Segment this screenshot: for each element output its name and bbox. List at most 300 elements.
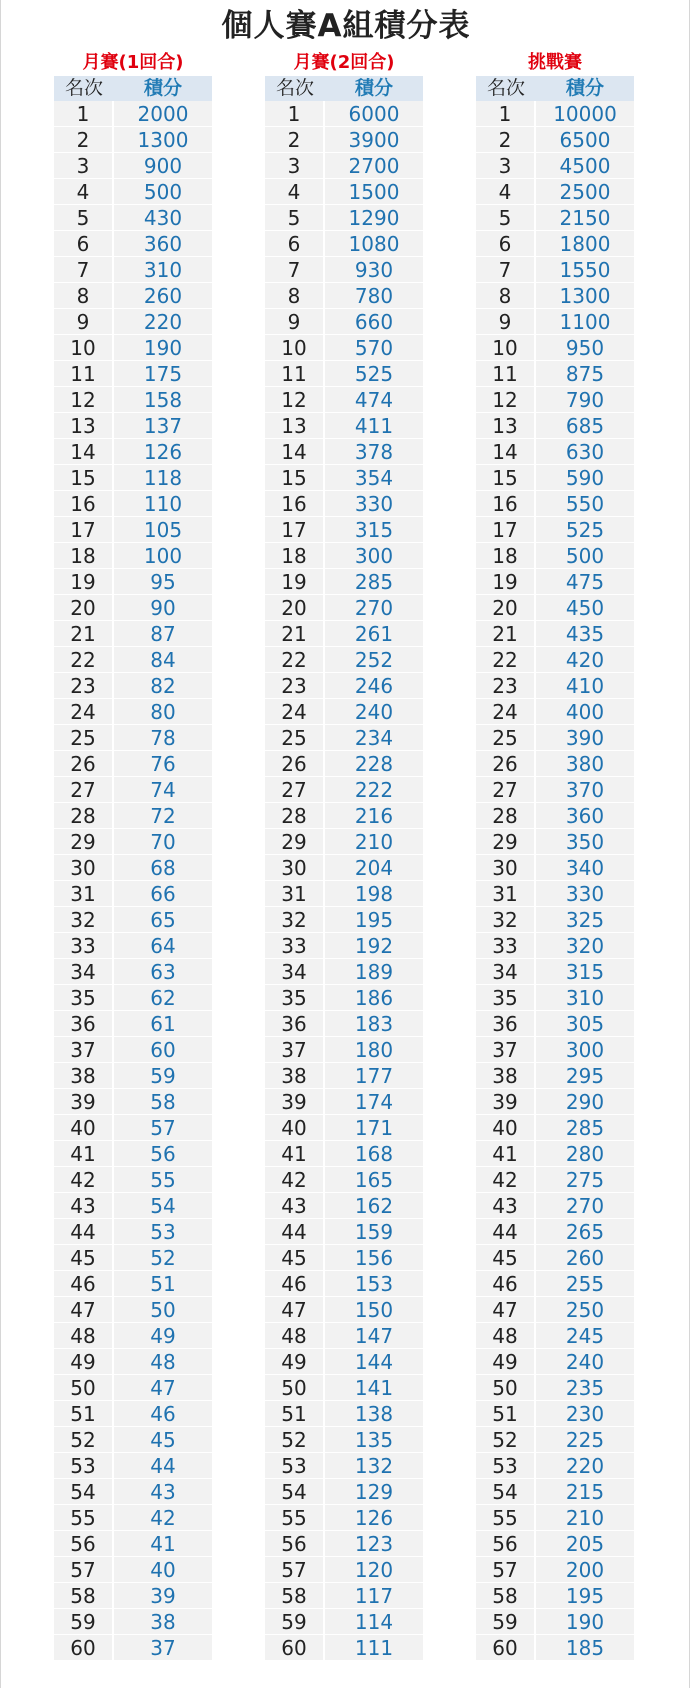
- points-cell: 100: [143, 544, 183, 568]
- points-cell: 330: [565, 882, 605, 906]
- table-row: [476, 309, 634, 335]
- rank-cell: 22: [54, 647, 114, 672]
- points-cell: 123: [354, 1532, 394, 1556]
- rank-cell: 15: [265, 465, 325, 490]
- table-row: [265, 881, 423, 907]
- points-cell: 350: [565, 830, 605, 854]
- points-cell: 234: [354, 726, 394, 750]
- table-row: [265, 439, 423, 465]
- points-cell: 174: [354, 1090, 394, 1114]
- points-cell: 171: [354, 1116, 394, 1140]
- rank-cell: 59: [265, 1609, 325, 1634]
- rank-cell: 21: [54, 621, 114, 646]
- table-row: [476, 907, 634, 933]
- table-row: [54, 1193, 212, 1219]
- rank-cell: 42: [265, 1167, 325, 1192]
- points-cell: 192: [354, 934, 394, 958]
- table-row: [54, 1011, 212, 1037]
- rank-cell: 10: [476, 335, 536, 360]
- rank-cell: 41: [265, 1141, 325, 1166]
- points-cell: 111: [354, 1636, 394, 1660]
- rank-cell: 20: [265, 595, 325, 620]
- rank-cell: 1: [476, 101, 536, 126]
- points-cell: 285: [354, 570, 394, 594]
- rank-cell: 40: [476, 1115, 536, 1140]
- rank-cell: 48: [265, 1323, 325, 1348]
- rank-cell: 49: [54, 1349, 114, 1374]
- points-cell: 411: [354, 414, 394, 438]
- points-cell: 270: [565, 1194, 605, 1218]
- rank-cell: 35: [265, 985, 325, 1010]
- rank-cell: 9: [54, 309, 114, 334]
- points-cell: 144: [354, 1350, 394, 1374]
- points-cell: 120: [354, 1558, 394, 1582]
- table-row: [265, 361, 423, 387]
- table-caption: 挑戰賽: [528, 52, 582, 73]
- points-cell: 1300: [137, 128, 189, 152]
- rank-cell: 30: [54, 855, 114, 880]
- rank-cell: 8: [476, 283, 536, 308]
- table-row: [265, 647, 423, 673]
- table-row: [265, 829, 423, 855]
- points-cell: 315: [354, 518, 394, 542]
- table-body: [54, 101, 212, 1661]
- points-cell: 230: [565, 1402, 605, 1426]
- rank-cell: 5: [54, 205, 114, 230]
- rank-cell: 22: [265, 647, 325, 672]
- rank-cell: 23: [54, 673, 114, 698]
- rank-cell: 18: [265, 543, 325, 568]
- points-cell: 930: [354, 258, 394, 282]
- table-row: [476, 1401, 634, 1427]
- table-row: [476, 1349, 634, 1375]
- table-row: [265, 933, 423, 959]
- table-row: [265, 1167, 423, 1193]
- points-cell: 310: [565, 986, 605, 1010]
- table-row: [54, 1401, 212, 1427]
- table-row: [54, 127, 212, 153]
- points-cell: 435: [565, 622, 605, 646]
- points-cell: 168: [354, 1142, 394, 1166]
- table-row: [54, 985, 212, 1011]
- rank-cell: 9: [476, 309, 536, 334]
- table-row: [476, 1245, 634, 1271]
- table-row: [265, 1245, 423, 1271]
- table-header: [265, 76, 423, 101]
- table-row: [54, 1297, 212, 1323]
- table-row: [476, 413, 634, 439]
- table-row: [476, 257, 634, 283]
- rank-cell: 25: [54, 725, 114, 750]
- points-cell: 430: [143, 206, 183, 230]
- header-points: 積分: [143, 77, 182, 99]
- points-cell: 240: [565, 1350, 605, 1374]
- table-row: [54, 1375, 212, 1401]
- rank-cell: 2: [54, 127, 114, 152]
- points-cell: 875: [565, 362, 605, 386]
- table-row: [265, 1401, 423, 1427]
- table-row: [476, 725, 634, 751]
- points-cell: 82: [150, 674, 176, 698]
- points-cell: 37: [150, 1636, 176, 1660]
- rank-cell: 33: [476, 933, 536, 958]
- rank-cell: 57: [476, 1557, 536, 1582]
- points-cell: 780: [354, 284, 394, 308]
- table-row: [54, 569, 212, 595]
- points-cell: 1300: [559, 284, 611, 308]
- rank-cell: 6: [476, 231, 536, 256]
- points-cell: 500: [565, 544, 605, 568]
- points-cell: 40: [150, 1558, 176, 1582]
- rank-cell: 55: [265, 1505, 325, 1530]
- rank-cell: 30: [265, 855, 325, 880]
- points-cell: 57: [150, 1116, 176, 1140]
- table-row: [54, 1271, 212, 1297]
- table-row: [265, 751, 423, 777]
- points-cell: 114: [354, 1610, 394, 1634]
- table-row: [476, 1167, 634, 1193]
- table-row: [54, 1635, 212, 1661]
- table-row: [476, 1557, 634, 1583]
- table-caption: 月賽(1回合): [82, 52, 184, 73]
- points-cell: 47: [150, 1376, 176, 1400]
- table-row: [476, 1635, 634, 1661]
- rank-cell: 22: [476, 647, 536, 672]
- points-cell: 370: [565, 778, 605, 802]
- table-row: [476, 855, 634, 881]
- table-row: [476, 101, 634, 127]
- table-row: [54, 491, 212, 517]
- points-cell: 117: [354, 1584, 394, 1608]
- points-cell: 41: [150, 1532, 176, 1556]
- table-row: [476, 387, 634, 413]
- table-row: [265, 699, 423, 725]
- points-cell: 72: [150, 804, 176, 828]
- table-row: [476, 1141, 634, 1167]
- rank-cell: 60: [476, 1635, 536, 1660]
- table-row: [476, 205, 634, 231]
- points-cell: 378: [354, 440, 394, 464]
- table-row: [476, 1271, 634, 1297]
- rank-cell: 35: [476, 985, 536, 1010]
- points-cell: 590: [565, 466, 605, 490]
- rank-cell: 4: [54, 179, 114, 204]
- table-row: [265, 1011, 423, 1037]
- rank-cell: 2: [265, 127, 325, 152]
- points-cell: 158: [143, 388, 183, 412]
- rank-cell: 16: [54, 491, 114, 516]
- table-row: [265, 413, 423, 439]
- points-cell: 10000: [553, 102, 617, 126]
- table-row: [476, 1609, 634, 1635]
- points-cell: 175: [143, 362, 183, 386]
- rank-cell: 32: [265, 907, 325, 932]
- table-row: [476, 1011, 634, 1037]
- points-cell: 110: [143, 492, 183, 516]
- points-cell: 138: [354, 1402, 394, 1426]
- points-cell: 225: [565, 1428, 605, 1452]
- points-cell: 87: [150, 622, 176, 646]
- rank-cell: 34: [54, 959, 114, 984]
- table-row: [54, 621, 212, 647]
- rank-cell: 14: [476, 439, 536, 464]
- rank-cell: 50: [476, 1375, 536, 1400]
- points-cell: 950: [565, 336, 605, 360]
- points-cell: 340: [565, 856, 605, 880]
- table-row: [265, 1349, 423, 1375]
- table-row: [54, 1141, 212, 1167]
- table-row: [265, 621, 423, 647]
- points-table-challenge: [476, 50, 634, 1661]
- points-cell: 265: [565, 1220, 605, 1244]
- table-row: [265, 985, 423, 1011]
- rank-cell: 5: [476, 205, 536, 230]
- table-row: [54, 1505, 212, 1531]
- table-row: [265, 1323, 423, 1349]
- points-cell: 410: [565, 674, 605, 698]
- rank-cell: 4: [476, 179, 536, 204]
- table-row: [476, 439, 634, 465]
- rank-cell: 48: [476, 1323, 536, 1348]
- points-cell: 38: [150, 1610, 176, 1634]
- rank-cell: 41: [476, 1141, 536, 1166]
- table-row: [476, 1505, 634, 1531]
- rank-cell: 6: [54, 231, 114, 256]
- points-cell: 685: [565, 414, 605, 438]
- points-cell: 261: [354, 622, 394, 646]
- rank-cell: 26: [54, 751, 114, 776]
- table-row: [54, 413, 212, 439]
- table-row: [54, 231, 212, 257]
- table-row: [54, 595, 212, 621]
- rank-cell: 33: [54, 933, 114, 958]
- rank-cell: 6: [265, 231, 325, 256]
- points-cell: 198: [354, 882, 394, 906]
- table-row: [476, 1115, 634, 1141]
- table-row: [265, 1557, 423, 1583]
- table-row: [476, 1583, 634, 1609]
- points-cell: 420: [565, 648, 605, 672]
- points-cell: 44: [150, 1454, 176, 1478]
- rank-cell: 13: [476, 413, 536, 438]
- rank-cell: 39: [476, 1089, 536, 1114]
- points-cell: 153: [354, 1272, 394, 1296]
- points-cell: 63: [150, 960, 176, 984]
- page-title: 個人賽A組積分表: [221, 8, 471, 44]
- table-row: [54, 1323, 212, 1349]
- rank-cell: 18: [476, 543, 536, 568]
- table-row: [476, 491, 634, 517]
- points-cell: 310: [143, 258, 183, 282]
- table-row: [476, 1323, 634, 1349]
- rank-cell: 57: [265, 1557, 325, 1582]
- table-row: [265, 231, 423, 257]
- points-cell: 320: [565, 934, 605, 958]
- points-cell: 135: [354, 1428, 394, 1452]
- rank-cell: 15: [476, 465, 536, 490]
- table-row: [476, 829, 634, 855]
- table-row: [476, 543, 634, 569]
- points-cell: 305: [565, 1012, 605, 1036]
- rank-cell: 47: [265, 1297, 325, 1322]
- rank-cell: 36: [265, 1011, 325, 1036]
- rank-cell: 14: [54, 439, 114, 464]
- points-cell: 228: [354, 752, 394, 776]
- rank-cell: 54: [476, 1479, 536, 1504]
- points-cell: 59: [150, 1064, 176, 1088]
- table-row: [54, 1037, 212, 1063]
- table-row: [265, 153, 423, 179]
- table-row: [265, 1089, 423, 1115]
- table-row: [54, 179, 212, 205]
- points-cell: 62: [150, 986, 176, 1010]
- table-row: [54, 1609, 212, 1635]
- header-rank: 名次: [275, 77, 314, 99]
- rank-cell: 27: [54, 777, 114, 802]
- table-row: [265, 491, 423, 517]
- points-cell: 137: [143, 414, 183, 438]
- table-row: [265, 1063, 423, 1089]
- points-cell: 64: [150, 934, 176, 958]
- table-row: [476, 335, 634, 361]
- rank-cell: 47: [54, 1297, 114, 1322]
- points-cell: 159: [354, 1220, 394, 1244]
- rank-cell: 29: [265, 829, 325, 854]
- table-row: [476, 1037, 634, 1063]
- points-cell: 66: [150, 882, 176, 906]
- table-row: [54, 1479, 212, 1505]
- points-cell: 290: [565, 1090, 605, 1114]
- table-row: [476, 699, 634, 725]
- rank-cell: 10: [54, 335, 114, 360]
- rank-cell: 24: [265, 699, 325, 724]
- table-row: [54, 855, 212, 881]
- table-row: [476, 231, 634, 257]
- table-row: [265, 1219, 423, 1245]
- table-body: [476, 101, 634, 1661]
- points-cell: 215: [565, 1480, 605, 1504]
- table-row: [265, 1505, 423, 1531]
- rank-cell: 35: [54, 985, 114, 1010]
- points-cell: 255: [565, 1272, 605, 1296]
- rank-cell: 39: [265, 1089, 325, 1114]
- points-cell: 190: [143, 336, 183, 360]
- table-row: [265, 803, 423, 829]
- rank-cell: 59: [476, 1609, 536, 1634]
- table-row: [476, 1531, 634, 1557]
- points-cell: 570: [354, 336, 394, 360]
- rank-cell: 56: [476, 1531, 536, 1556]
- rank-cell: 31: [54, 881, 114, 906]
- rank-cell: 55: [476, 1505, 536, 1530]
- table-row: [476, 933, 634, 959]
- table-row: [54, 777, 212, 803]
- rank-cell: 46: [54, 1271, 114, 1296]
- points-cell: 141: [354, 1376, 394, 1400]
- table-row: [476, 751, 634, 777]
- rank-cell: 31: [265, 881, 325, 906]
- rank-cell: 43: [54, 1193, 114, 1218]
- points-cell: 260: [143, 284, 183, 308]
- rank-cell: 8: [265, 283, 325, 308]
- table-row: [265, 1635, 423, 1661]
- header-rank: 名次: [64, 77, 103, 99]
- rank-cell: 56: [54, 1531, 114, 1556]
- rank-cell: 30: [476, 855, 536, 880]
- rank-cell: 3: [265, 153, 325, 178]
- points-cell: 2500: [559, 180, 611, 204]
- rank-cell: 39: [54, 1089, 114, 1114]
- rank-cell: 38: [54, 1063, 114, 1088]
- table-row: [476, 621, 634, 647]
- table-row: [265, 1297, 423, 1323]
- rank-cell: 28: [265, 803, 325, 828]
- table-row: [265, 725, 423, 751]
- rank-cell: 60: [54, 1635, 114, 1660]
- points-cell: 222: [354, 778, 394, 802]
- table-row: [265, 1427, 423, 1453]
- rank-cell: 2: [476, 127, 536, 152]
- points-cell: 245: [565, 1324, 605, 1348]
- points-cell: 315: [565, 960, 605, 984]
- points-cell: 295: [565, 1064, 605, 1088]
- header-points: 積分: [354, 77, 393, 99]
- rank-cell: 19: [54, 569, 114, 594]
- points-cell: 53: [150, 1220, 176, 1244]
- points-cell: 250: [565, 1298, 605, 1322]
- rank-cell: 12: [54, 387, 114, 412]
- table-row: [54, 1427, 212, 1453]
- points-cell: 325: [565, 908, 605, 932]
- rank-cell: 16: [265, 491, 325, 516]
- rank-cell: 53: [476, 1453, 536, 1478]
- table-row: [54, 1219, 212, 1245]
- rank-cell: 24: [476, 699, 536, 724]
- rank-cell: 53: [265, 1453, 325, 1478]
- rank-cell: 32: [54, 907, 114, 932]
- rank-cell: 40: [54, 1115, 114, 1140]
- table-row: [265, 1609, 423, 1635]
- rank-cell: 1: [265, 101, 325, 126]
- points-cell: 500: [143, 180, 183, 204]
- rank-cell: 58: [476, 1583, 536, 1608]
- rank-cell: 34: [265, 959, 325, 984]
- table-row: [54, 387, 212, 413]
- rank-cell: 11: [476, 361, 536, 386]
- points-cell: 177: [354, 1064, 394, 1088]
- points-cell: 1500: [348, 180, 400, 204]
- table-row: [265, 1583, 423, 1609]
- rank-cell: 37: [476, 1037, 536, 1062]
- table-row: [265, 595, 423, 621]
- table-row: [54, 1453, 212, 1479]
- table-row: [476, 1427, 634, 1453]
- rank-cell: 16: [476, 491, 536, 516]
- rank-cell: 11: [54, 361, 114, 386]
- table-row: [54, 205, 212, 231]
- rank-cell: 51: [476, 1401, 536, 1426]
- rank-cell: 34: [476, 959, 536, 984]
- table-row: [476, 153, 634, 179]
- points-cell: 300: [565, 1038, 605, 1062]
- points-cell: 126: [354, 1506, 394, 1530]
- points-cell: 126: [143, 440, 183, 464]
- rank-cell: 47: [476, 1297, 536, 1322]
- table-row: [54, 1089, 212, 1115]
- header-rank: 名次: [486, 77, 525, 99]
- points-cell: 216: [354, 804, 394, 828]
- points-cell: 186: [354, 986, 394, 1010]
